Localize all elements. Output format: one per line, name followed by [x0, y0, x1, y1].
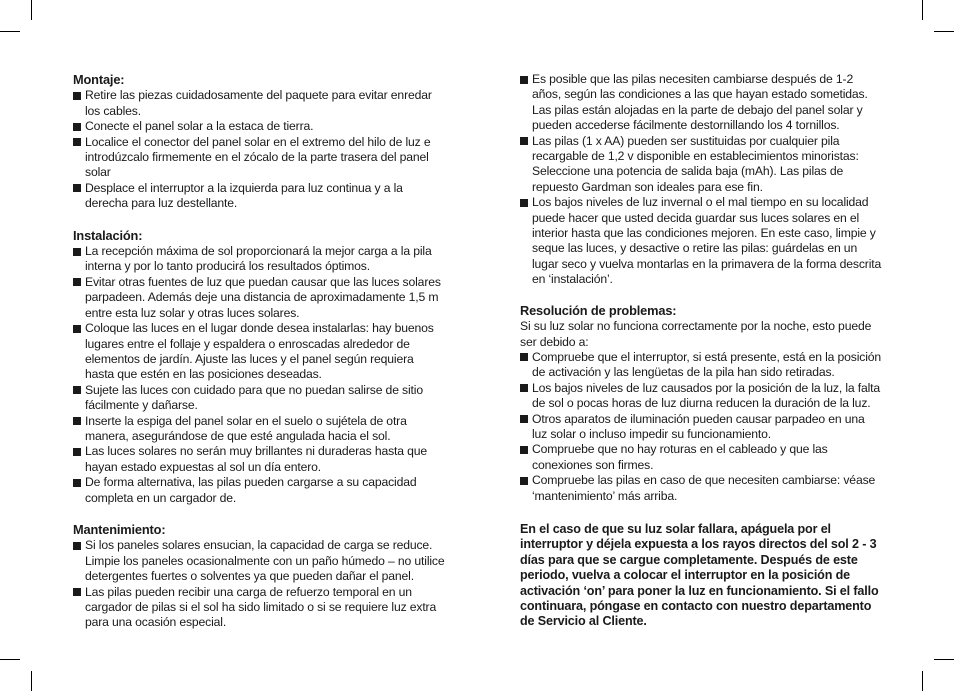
crop-mark: [0, 31, 20, 32]
bullet-icon: [73, 278, 81, 286]
bullet-icon: [520, 477, 528, 485]
list-item: Compruebe que el interruptor, si está presente, está en la posición de activación y las lengüetas de la pila han sido retiradas.: [520, 350, 882, 381]
bullet-icon: [520, 137, 528, 145]
list-item: Sujete las luces con cuidado para que no puedan salirse de sitio fácilmente y dañarse.: [73, 383, 445, 414]
closing-note: En el caso de que su luz solar fallara, apáguela por el interruptor y déjela expuesta a los rayos directos del sol 2 - 3 días para que se cargue completamente. Después de este periodo, vuelva a colocar el interruptor en la posición de activación ‘on’ para poner la luz en funcionamiento. Si el fallo continuara, póngase en contacto con nuestro departamento de Servicio al Cliente.: [520, 521, 879, 629]
left-column: [73, 72, 445, 647]
bullet-list: [73, 538, 445, 630]
section-mantenimiento-cont: [520, 72, 882, 288]
list-item: Localice el conector del panel solar en el extremo del hilo de luz e introdúzcalo firmemente en el zócalo de la parte trasera del panel solar: [73, 135, 445, 181]
list-item: Retire las piezas cuidadosamente del paquete para evitar enredar los cables.: [73, 88, 445, 119]
list-item: Las luces solares no serán muy brillantes ni duraderas hasta que hayan estado expuestas al sol un día entero.: [73, 444, 445, 475]
crop-mark: [0, 659, 20, 660]
bullet-icon: [73, 184, 81, 192]
bullet-icon: [73, 588, 81, 596]
list-item: Desplace el interruptor a la izquierda para luz continua y a la derecha para luz destellante.: [73, 181, 445, 212]
bullet-icon: [73, 479, 81, 487]
section-heading: Instalación:: [73, 227, 143, 243]
list-item: Coloque las luces en el lugar donde desea instalarlas: hay buenos lugares entre el follaje y espaldera o enroscadas alrededor de elementos de jardín. Ajuste las luces y el panel según requiera hasta que estén en las posiciones deseadas.: [73, 321, 445, 383]
bullet-icon: [73, 325, 81, 333]
bullet-icon: [73, 248, 81, 256]
section-heading: Resolución de problemas:: [520, 302, 677, 318]
bullet-icon: [73, 92, 81, 100]
crop-mark: [31, 0, 32, 20]
list-item: Si los paneles solares ensucian, la capacidad de carga se reduce. Limpie los paneles ocasionalmente con un paño húmedo – no utilice detergentes fuertes o solventes ya que pueden dañar el panel.: [73, 538, 445, 584]
bullet-icon: [73, 386, 81, 394]
bullet-list: [73, 244, 445, 506]
bullet-icon: [73, 417, 81, 425]
bullet-icon: [520, 415, 528, 423]
crop-mark: [922, 671, 923, 691]
bullet-list: [520, 72, 882, 288]
section-instalacion: [73, 228, 445, 506]
bullet-list: [520, 350, 882, 504]
section-heading: Mantenimiento:: [73, 521, 166, 537]
list-item: Las pilas pueden recibir una carga de refuerzo temporal en un cargador de pilas si el sol ha sido limitado o si se requiere luz extra para una ocasión especial.: [73, 585, 445, 631]
bullet-icon: [73, 542, 81, 550]
bullet-list: [73, 88, 445, 211]
list-item: De forma alternativa, las pilas pueden cargarse a su capacidad completa en un cargador de.: [73, 475, 445, 506]
bullet-icon: [520, 384, 528, 392]
list-item: Es posible que las pilas necesiten cambiarse después de 1-2 años, según las condiciones a las que hayan estado sometidas. Las pilas están alojadas en la parte de debajo del panel solar y pueden accederse fácilmente destornillando los 4 tornillos.: [520, 72, 882, 134]
list-item: Otros aparatos de iluminación pueden causar parpadeo en una luz solar o incluso impedir su funcionamiento.: [520, 412, 882, 443]
list-item: Inserte la espiga del panel solar en el suelo o sujétela de otra manera, asegurándose de que esté angulada hacia el sol.: [73, 414, 445, 445]
list-item: Los bajos niveles de luz invernal o el mal tiempo en su localidad puede hacer que usted decida guardar sus luces solares en el interior hasta que las condiciones mejoren. En este caso, limpie y seque las luces, y desactive o retire las pilas: guárdelas en un lugar seco y vuelva montarlas en la primavera de la forma descrita en ‘instalación’.: [520, 195, 882, 287]
list-item: La recepción máxima de sol proporcionará la mejor carga a la pila interna y por lo tanto producirá los resultados óptimos.: [73, 244, 445, 275]
list-item: Evitar otras fuentes de luz que puedan causar que las luces solares parpadeen. Además deje una distancia de aproximadamente 1,5 m entre esta luz solar y otras luces solares.: [73, 275, 445, 321]
list-item: Los bajos niveles de luz causados por la posición de la luz, la falta de sol o pocas horas de luz diurna reducen la duración de la luz.: [520, 381, 882, 412]
section-heading: Montaje:: [73, 72, 125, 87]
bullet-icon: [520, 199, 528, 207]
section-intro: Si su luz solar no funciona correctamente por la noche, esto puede ser debido a:: [520, 319, 872, 349]
section-resolucion: [520, 303, 882, 504]
section-mantenimiento: [73, 522, 445, 631]
bullet-icon: [520, 446, 528, 454]
bullet-icon: [520, 76, 528, 84]
list-item: Compruebe que no hay roturas en el cableado y que las conexiones son firmes.: [520, 442, 882, 473]
crop-mark: [31, 671, 32, 691]
crop-mark: [922, 0, 923, 20]
list-item: Compruebe las pilas en caso de que necesiten cambiarse: véase ‘mantenimiento’ más arriba.: [520, 473, 882, 504]
crop-mark: [934, 31, 954, 32]
right-column: [520, 72, 882, 630]
bullet-icon: [73, 138, 81, 146]
crop-mark: [934, 659, 954, 660]
list-item: Las pilas (1 x AA) pueden ser sustituidas por cualquier pila recargable de 1,2 v disponible en establecimientos minoristas: Seleccione una potencia de salida baja (mAh). Las pilas de repuesto Gardman son ideales para ese fin.: [520, 134, 882, 196]
bullet-icon: [520, 353, 528, 361]
bullet-icon: [73, 123, 81, 131]
bullet-icon: [73, 448, 81, 456]
list-item: Conecte el panel solar a la estaca de tierra.: [73, 119, 445, 134]
section-montaje: [73, 72, 445, 212]
